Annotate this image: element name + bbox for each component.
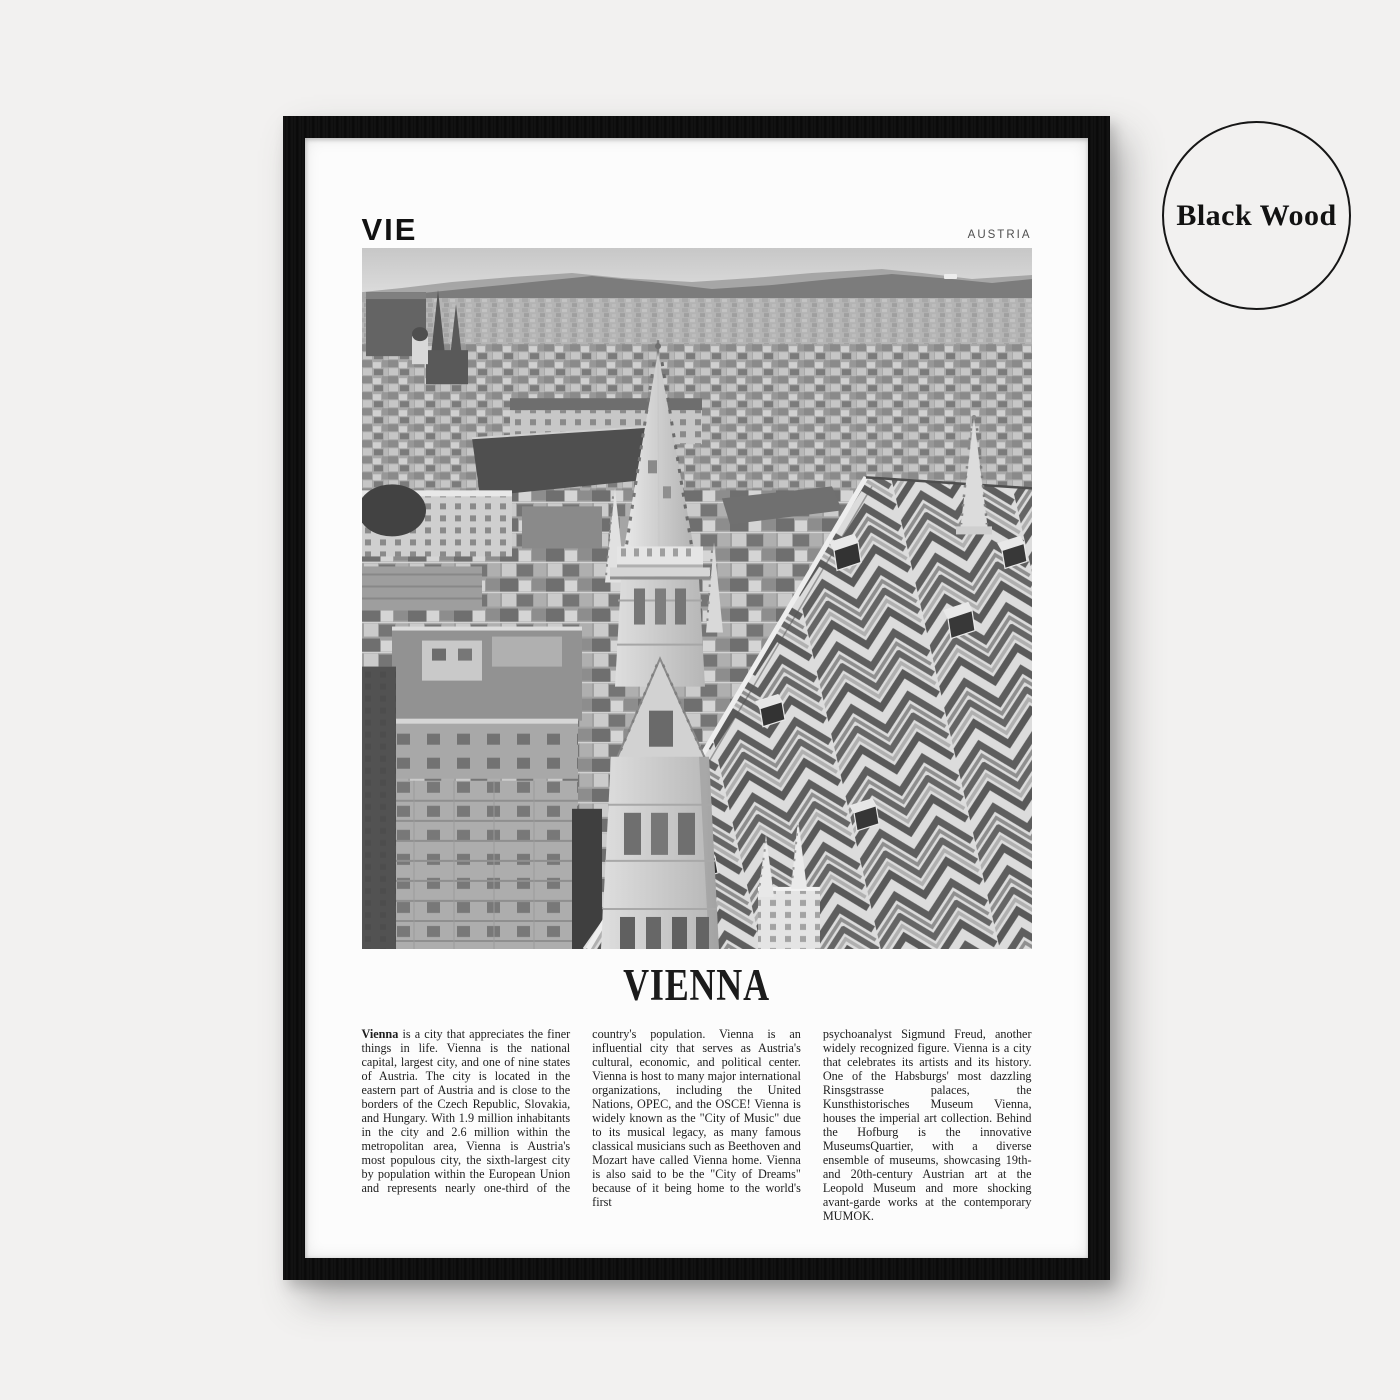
- country-label: AUSTRIA: [967, 229, 1032, 241]
- vienna-photo-illustration: [362, 248, 1032, 949]
- poster: [305, 138, 1088, 1258]
- poster-header: [361, 212, 1032, 247]
- body-column-2: country's population. Vienna is an influential city that serves as Austria's cultural, economic, and political center. Vienna is host to many major international organizations, including the United Nations, OPEC, and the OSCE! Vienna is widely known as the "City of Music" due to its musical legacy, as many famous classical musicians such as Beethoven and Mozart have called Vienna home. Vienna is also said to be the "City of Dreams" because of it being home to the world's first: [592, 1027, 801, 1209]
- body-column-1: [362, 1027, 571, 1223]
- poster-frame: [283, 116, 1110, 1280]
- city-code-label: VIE: [361, 212, 418, 247]
- body-column-1-text: is a city that appreciates the finer things in life. Vienna is the national capital, largest city, and one of nine states of Austria. The city is located in the eastern part of Austria and is close to the borders of the Czech Republic, Slovakia, and Hungary. With 1.9 million inhabitants in the city and 2.6 million within the metropolitan area, Vienna is Austria's most populous city, the sixth-largest city by population within the European Union and represents nearly one-third of the: [361, 1027, 571, 1195]
- poster-title: VIENNA: [623, 960, 770, 1010]
- poster-body: [362, 1027, 1032, 1223]
- vienna-photo: [362, 248, 1032, 949]
- frame-material-badge: [1162, 121, 1351, 310]
- frame-material-label: Black Wood: [1176, 198, 1337, 232]
- body-column-3: psychoanalyst Sigmund Freud, another widely recognized figure. Vienna is a city that celebrates its artists and its history. One of the Habsburgs' most dazzling Rinsgstrasse palaces, the Kunsthistorisches Museum Vienna, houses the imperial art collection. Behind the Hofburg is the innovative MuseumsQuartier, with a diverse ensemble of museums, showcasing 19th- and 20th-century Austrian art at the Leopold Museum and more shocking avant-garde works at the contemporary MUMOK.: [822, 1027, 1032, 1223]
- body-lead-word: Vienna: [361, 1027, 399, 1041]
